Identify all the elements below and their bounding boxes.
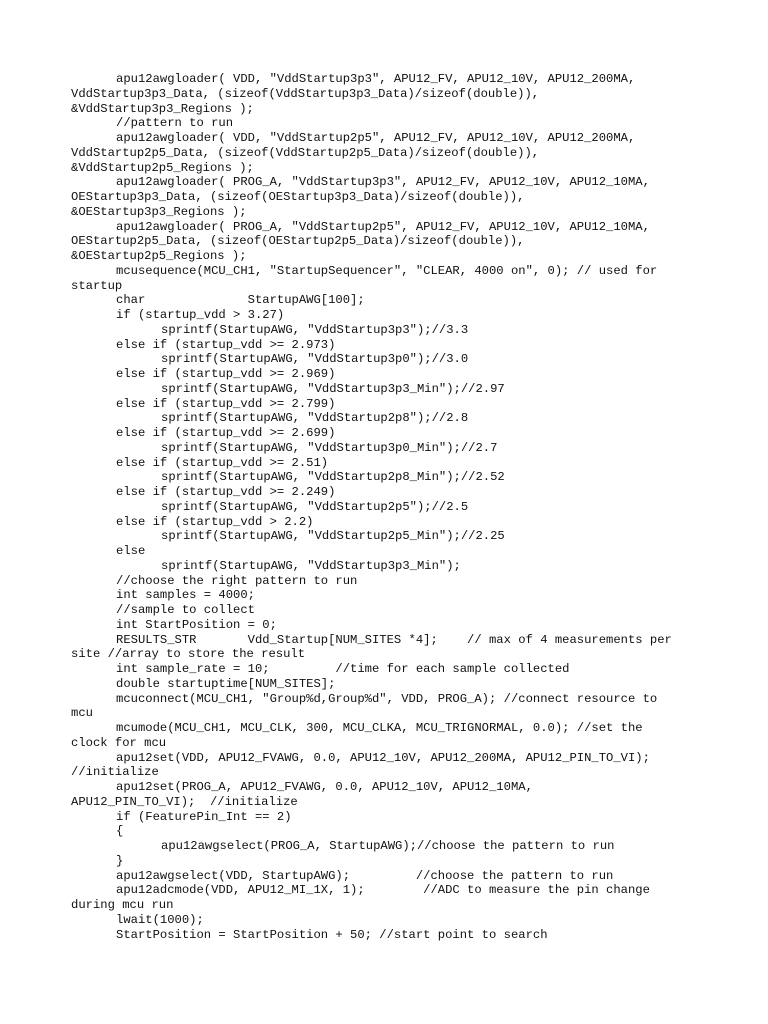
code-line: RESULTS_STR Vdd_Startup[NUM_SITES *4]; // max of 4 measurements per bbox=[116, 632, 672, 647]
code-line: &OEStartup2p5_Regions ); bbox=[71, 249, 247, 263]
code-line: lwait(1000); bbox=[116, 912, 204, 927]
code-line: site //array to store the result bbox=[71, 647, 306, 662]
code-line: else if (startup_vdd >= 2.973) bbox=[116, 337, 336, 352]
code-line: else if (startup_vdd > 2.2) bbox=[116, 514, 314, 529]
code-line: sprintf(StartupAWG, "VddStartup2p8_Min");//2.52 bbox=[161, 470, 505, 485]
code-line: apu12set(VDD, APU12_FVAWG, 0.0, APU12_10V, APU12_200MA, APU12_PIN_TO_VI); bbox=[116, 750, 650, 765]
code-line: &VddStartup3p3_Regions ); bbox=[71, 101, 254, 116]
code-line: VddStartup2p5_Data, (sizeof(VddStartup2p5_Data)/sizeof(double)), bbox=[71, 145, 540, 160]
code-line: sprintf(StartupAWG, "VddStartup2p5");//2.5 bbox=[161, 499, 469, 514]
code-comment-line: //pattern to run bbox=[116, 116, 234, 131]
code-line: mcu bbox=[71, 706, 93, 721]
code-line: } bbox=[116, 853, 124, 868]
code-comment-line: //sample to collect bbox=[116, 603, 255, 617]
code-line: mcuconnect(MCU_CH1, "Group%d,Group%d", VDD, PROG_A); //connect resource to bbox=[116, 691, 658, 706]
code-line: apu12awgloader( VDD, "VddStartup3p3", APU12_FV, APU12_10V, APU12_200MA, bbox=[116, 72, 636, 86]
code-line: apu12awgselect(PROG_A, StartupAWG);//choose the pattern to run bbox=[161, 839, 615, 853]
code-line: else bbox=[116, 544, 146, 558]
code-line: if (startup_vdd > 3.27) bbox=[116, 308, 285, 322]
code-line: int sample_rate = 10; //time for each sample collected bbox=[116, 662, 570, 676]
code-line: sprintf(StartupAWG, "VddStartup3p0_Min");//2.7 bbox=[161, 440, 498, 455]
code-line: startup bbox=[71, 278, 123, 293]
code-line: else if (startup_vdd >= 2.969) bbox=[116, 367, 336, 381]
code-line: StartPosition = StartPosition + 50; //start point to search bbox=[116, 927, 548, 942]
code-line: &VddStartup2p5_Regions ); bbox=[71, 160, 254, 175]
code-line: sprintf(StartupAWG, "VddStartup3p3_Min"); bbox=[161, 558, 461, 573]
code-line: apu12awgloader( VDD, "VddStartup2p5", APU12_FV, APU12_10V, APU12_200MA, bbox=[116, 131, 636, 145]
code-line: else if (startup_vdd >= 2.51) bbox=[116, 455, 329, 470]
code-line: int StartPosition = 0; bbox=[116, 617, 277, 632]
code-line: sprintf(StartupAWG, "VddStartup3p3_Min");//2.97 bbox=[161, 381, 505, 396]
code-line: mcumode(MCU_CH1, MCU_CLK, 300, MCU_CLKA, MCU_TRIGNORMAL, 0.0); //set the bbox=[116, 721, 643, 735]
code-line: if (FeaturePin_Int == 2) bbox=[116, 809, 292, 824]
code-line: double startuptime[NUM_SITES]; bbox=[116, 676, 336, 691]
code-line: apu12awgloader( PROG_A, "VddStartup3p3", APU12_FV, APU12_10V, APU12_10MA, bbox=[116, 175, 650, 190]
code-line: clock for mcu bbox=[71, 735, 167, 750]
code-line: apu12adcmode(VDD, APU12_MI_1X, 1); //ADC to measure the pin change bbox=[116, 883, 650, 898]
code-line: apu12set(PROG_A, APU12_FVAWG, 0.0, APU12_10V, APU12_10MA, bbox=[116, 780, 533, 794]
code-line: sprintf(StartupAWG, "VddStartup3p0");//3.0 bbox=[161, 352, 469, 367]
code-line: else if (startup_vdd >= 2.799) bbox=[116, 396, 336, 411]
code-line: OEStartup2p5_Data, (sizeof(OEStartup2p5_Data)/sizeof(double)), bbox=[71, 234, 525, 249]
code-line: mcusequence(MCU_CH1, "StartupSequencer", "CLEAR, 4000 on", 0); // used for bbox=[116, 263, 658, 278]
code-line: during mcu run bbox=[71, 898, 174, 912]
code-line: &OEStartup3p3_Regions ); bbox=[71, 204, 247, 219]
code-line: else if (startup_vdd >= 2.699) bbox=[116, 426, 336, 440]
code-line: apu12awgselect(VDD, StartupAWG); //choose the pattern to run bbox=[116, 868, 614, 883]
code-line: sprintf(StartupAWG, "VddStartup2p8");//2.8 bbox=[161, 411, 469, 426]
code-line: sprintf(StartupAWG, "VddStartup3p3");//3.3 bbox=[161, 322, 469, 337]
code-line: else if (startup_vdd >= 2.249) bbox=[116, 485, 336, 499]
code-line: VddStartup3p3_Data, (sizeof(VddStartup3p3_Data)/sizeof(double)), bbox=[71, 86, 540, 101]
code-line: OEStartup3p3_Data, (sizeof(OEStartup3p3_Data)/sizeof(double)), bbox=[71, 190, 525, 204]
code-line: { bbox=[116, 824, 124, 839]
code-line: APU12_PIN_TO_VI); //initialize bbox=[71, 794, 298, 809]
code-line: apu12awgloader( PROG_A, "VddStartup2p5", APU12_FV, APU12_10V, APU12_10MA, bbox=[116, 219, 650, 234]
code-line: sprintf(StartupAWG, "VddStartup2p5_Min");//2.25 bbox=[161, 529, 505, 544]
code-line: int samples = 4000; bbox=[116, 588, 255, 603]
code-comment-line: //initialize bbox=[71, 765, 159, 780]
code-listing bbox=[71, 72, 731, 942]
code-line: char StartupAWG[100]; bbox=[116, 293, 365, 308]
code-comment-line: //choose the right pattern to run bbox=[116, 573, 358, 588]
